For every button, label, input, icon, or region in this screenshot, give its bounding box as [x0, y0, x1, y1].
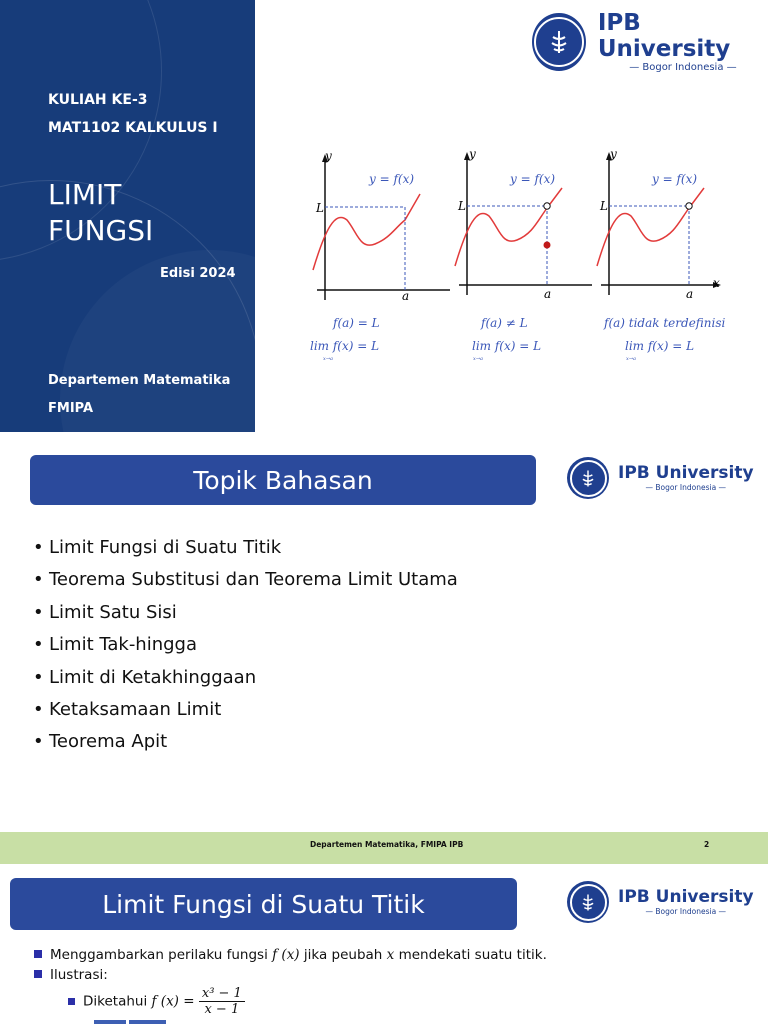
limit-graphs-figure: [305, 140, 730, 375]
footer-text: Departemen Matematika, FMIPA IPB: [310, 840, 464, 849]
topic-list: [33, 532, 458, 759]
bullet-illustration: Ilustrasi:: [34, 967, 108, 983]
title-banner: [30, 455, 536, 505]
square-bullet-icon: [34, 950, 42, 958]
case-limit-sub: x→a: [473, 356, 483, 362]
slide-footer: [0, 832, 768, 864]
list-item: • Teorema Apit: [33, 731, 168, 753]
a-label: a: [402, 289, 410, 303]
lecture-number: KULIAH KE-3: [48, 92, 148, 108]
logo-sub: — Bogor Indonesia —: [645, 907, 727, 916]
logo-name: IPB University: [618, 887, 754, 907]
edition-label: Edisi 2024: [160, 266, 236, 281]
case-limit-sub: x→a: [626, 356, 636, 362]
slide-title: Limit Fungsi di Suatu Titik: [102, 889, 425, 919]
cover-panel: [0, 0, 255, 432]
fraction: $\frac{\text{x³ − 1}}{x - 1}$: [199, 986, 245, 1017]
curve-label: y = f(x): [369, 172, 415, 186]
topics-slide: [0, 432, 768, 864]
bullet-description: Menggambarkan perilaku fungsi f (x) jika peubah x mendekati suatu titik.: [34, 947, 547, 963]
table-header-stub: [129, 1020, 166, 1024]
graph-point-differs: [455, 147, 592, 362]
list-item: • Limit Fungsi di Suatu Titik: [33, 537, 282, 558]
graph-continuous: [310, 149, 450, 362]
course-code: MAT1102 KALKULUS I: [48, 120, 218, 136]
case-limit: lim f(x) = L: [310, 339, 380, 353]
list-item: • Ketaksamaan Limit: [33, 699, 222, 721]
ipb-logo: [567, 457, 754, 499]
L-label: L: [316, 201, 324, 215]
slide-title: Topik Bahasan: [193, 465, 373, 495]
logo-name: IPB University: [618, 463, 754, 483]
ipb-logo: [532, 10, 768, 73]
sub-bullet-function: Diketahui f (x) = $\frac{\text{x³ − 1}}{x - 1}$: [68, 986, 245, 1017]
case-condition: f(a) tidak terdefinisi: [604, 316, 726, 330]
ipb-seal-icon: [532, 13, 586, 71]
curve-label: y = f(x): [652, 172, 698, 186]
L-label: L: [458, 199, 466, 213]
logo-sub: — Bogor Indonesia —: [629, 62, 737, 73]
table-header-stub: [94, 1020, 126, 1024]
y-axis-label: y: [469, 147, 476, 161]
slide-title-line2: FUNGSI: [48, 214, 154, 247]
ipb-seal-icon: [567, 457, 609, 499]
list-item: • Limit Satu Sisi: [33, 601, 177, 623]
case-condition: f(a) ≠ L: [481, 316, 528, 330]
square-bullet-icon: [34, 970, 42, 978]
curve-label: y = f(x): [510, 172, 556, 186]
faculty-name: FMIPA: [48, 401, 94, 416]
L-label: L: [600, 199, 608, 213]
graph-undefined-point: [597, 147, 726, 362]
case-limit: lim f(x) = L: [625, 339, 695, 353]
case-limit: lim f(x) = L: [472, 339, 542, 353]
y-axis-label: y: [325, 149, 332, 163]
title-slide: [0, 0, 768, 432]
logo-sub: — Bogor Indonesia —: [645, 483, 727, 492]
case-condition: f(a) = L: [333, 316, 380, 330]
x-axis-label: x: [713, 276, 720, 290]
a-label: a: [544, 287, 552, 301]
a-label: a: [686, 287, 694, 301]
title-banner: [10, 878, 517, 930]
case-limit-sub: x→a: [323, 356, 333, 362]
logo-name: IPB University: [597, 10, 731, 62]
page-number: 2: [704, 840, 710, 849]
ipb-logo: [567, 881, 754, 923]
list-item: • Limit di Ketakhinggaan: [33, 666, 257, 688]
list-item: • Limit Tak-hingga: [33, 634, 198, 656]
slide-title-line1: LIMIT: [48, 178, 122, 211]
list-item: • Teorema Substitusi dan Teorema Limit Utama: [33, 569, 458, 591]
square-bullet-icon: [68, 998, 75, 1005]
ipb-seal-icon: [567, 881, 609, 923]
limit-point-slide: [0, 864, 768, 1024]
department-name: Departemen Matematika: [48, 373, 231, 388]
y-axis-label: y: [610, 147, 617, 161]
